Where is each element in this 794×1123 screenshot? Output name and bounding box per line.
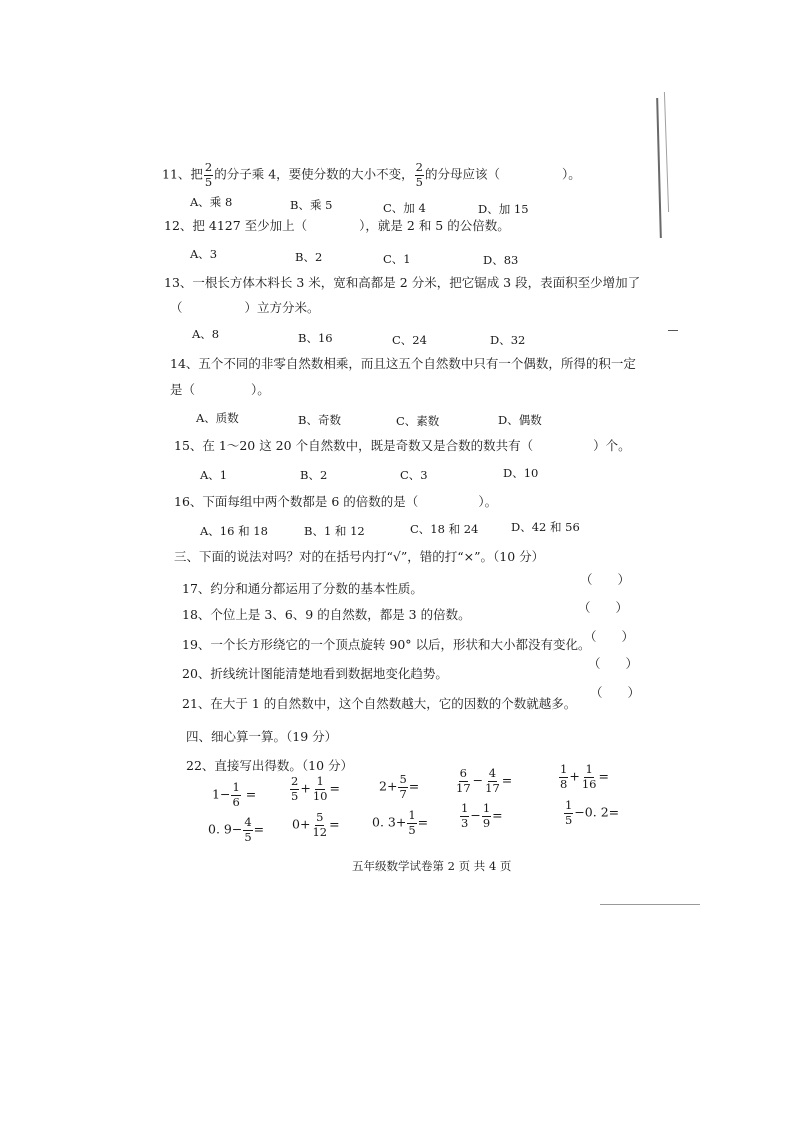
fraction: $\frac{1}{5}$: [565, 798, 573, 827]
calc-1: 1− $\frac{1}{6}$ =: [212, 780, 257, 809]
section-4-heading: 四、细心算一算。（19 分）: [186, 729, 338, 744]
question-16: 16、下面每组中两个数都是 6 的倍数的是（ ）。: [174, 494, 498, 509]
judge-18: 18、个位上是 3、6、9 的自然数，都是 3 的倍数。: [182, 607, 471, 622]
calc-3: 2+ $\frac{5}{7}$ =: [379, 772, 420, 801]
option-d[interactable]: D、42 和 56: [511, 520, 580, 534]
option-c[interactable]: C、加 4: [383, 201, 426, 215]
fraction: $\frac{1}{8}$: [560, 762, 568, 791]
section-3-heading: 三、下面的说法对吗？对的在括号内打“√”，错的打“×”。（10 分）: [174, 549, 545, 564]
question-14: 14、五个不同的非零自然数相乘，而且这五个自然数中只有一个偶数，所得的积一定: [170, 356, 636, 371]
option-c[interactable]: C、素数: [396, 414, 440, 428]
option-c[interactable]: C、24: [392, 333, 427, 347]
fraction: $\frac{4}{5}$: [244, 815, 252, 844]
option-d[interactable]: D、加 15: [478, 202, 529, 216]
calc-8: 0. 3+ $\frac{1}{5}$ =: [372, 808, 429, 837]
calc-7: 0+ $\frac{5}{12}$ =: [292, 810, 340, 839]
fraction: $\frac{5}{7}$: [399, 772, 407, 801]
option-a[interactable]: A、乘 8: [190, 195, 233, 209]
option-b[interactable]: B、16: [298, 331, 333, 345]
fraction: $\frac{1}{3}$: [461, 801, 469, 830]
option-c[interactable]: C、18 和 24: [410, 522, 479, 536]
judge-19: 19、一个长方形绕它的一个顶点旋转 90° 以后，形状和大小都没有变化。: [182, 637, 591, 652]
fraction: $\frac{2}{5}$: [204, 160, 213, 189]
fraction: $\frac{1}{9}$: [482, 801, 491, 830]
judge-17: 17、约分和通分都运用了分数的基本性质。: [182, 581, 423, 596]
fraction: $\frac{6}{17}$: [456, 766, 471, 795]
fraction: $\frac{1}{10}$: [312, 774, 328, 803]
question-13: 13、一根长方体木料长 3 米，宽和高都是 2 分米，把它锯成 3 段，表面积至少增加了: [164, 275, 641, 290]
option-b[interactable]: B、2: [300, 468, 328, 482]
question-15: 15、在 1～20 这 20 个自然数中，既是奇数又是合数的数共有（ ）个。: [174, 438, 631, 453]
option-a[interactable]: A、16 和 18: [200, 524, 268, 538]
judge-19-answer[interactable]: （ ）: [584, 629, 635, 644]
option-a[interactable]: A、8: [192, 327, 220, 341]
judge-20: 20、折线统计图能清楚地看到数据地变化趋势。: [182, 666, 448, 681]
option-d[interactable]: D、10: [503, 466, 539, 480]
question-11: 11、把 $\frac{2}{5}$ 的分子乘 4，要使分数的大小不变， $\frac{2}{5}$ 的分母应该（ ）。: [162, 160, 581, 189]
fraction: $\frac{2}{5}$: [415, 160, 423, 189]
calc-9: $\frac{1}{3}$ − $\frac{1}{9}$ =: [461, 801, 503, 830]
option-d[interactable]: D、32: [490, 333, 526, 347]
question-22-title: 22、直接写出得数。（10 分）: [186, 758, 354, 773]
option-a[interactable]: A、质数: [196, 411, 239, 425]
option-c[interactable]: C、1: [383, 252, 411, 266]
page-footer: 五年级数学试卷第 2 页 共 4 页: [352, 859, 512, 873]
calc-4: $\frac{6}{17}$ − $\frac{4}{17}$ =: [456, 766, 513, 795]
fraction: $\frac{2}{5}$: [291, 774, 299, 803]
option-b[interactable]: B、1 和 12: [304, 524, 365, 538]
fraction: $\frac{4}{17}$: [485, 766, 500, 795]
option-b[interactable]: B、2: [295, 250, 323, 264]
question-14-line2: 是（ ）。: [170, 382, 270, 397]
option-a[interactable]: A、1: [200, 468, 228, 482]
judge-21: 21、在大于 1 的自然数中，这个自然数越大，它的因数的个数就越多。: [182, 696, 577, 711]
fraction: $\frac{5}{12}$: [312, 810, 328, 839]
calc-2: $\frac{2}{5}$ + $\frac{1}{10}$ =: [291, 774, 340, 803]
option-b[interactable]: B、奇数: [298, 413, 341, 427]
calc-5: $\frac{1}{8}$ + $\frac{1}{16}$ =: [560, 762, 609, 791]
judge-18-answer[interactable]: （ ）: [578, 600, 629, 615]
judge-21-answer[interactable]: （ ）: [590, 685, 641, 700]
question-12: 12、把 4127 至少加上（ ），就是 2 和 5 的公倍数。: [164, 218, 510, 233]
option-b[interactable]: B、乘 5: [290, 198, 333, 212]
fraction: $\frac{1}{16}$: [581, 762, 597, 791]
fraction: $\frac{1}{6}$: [232, 780, 240, 809]
judge-17-answer[interactable]: （ ）: [580, 572, 631, 587]
option-a[interactable]: A、3: [190, 247, 218, 261]
calc-6: 0. 9− $\frac{4}{5}$ =: [208, 815, 265, 844]
fraction: $\frac{1}{5}$: [408, 808, 416, 837]
option-c[interactable]: C、3: [400, 468, 428, 482]
question-13-line2: （ ）立方分米。: [170, 300, 320, 315]
option-d[interactable]: D、83: [483, 253, 519, 267]
judge-20-answer[interactable]: （ ）: [588, 656, 639, 671]
option-d[interactable]: D、偶数: [498, 413, 542, 427]
calc-10: $\frac{1}{5}$ −0. 2=: [565, 798, 620, 827]
